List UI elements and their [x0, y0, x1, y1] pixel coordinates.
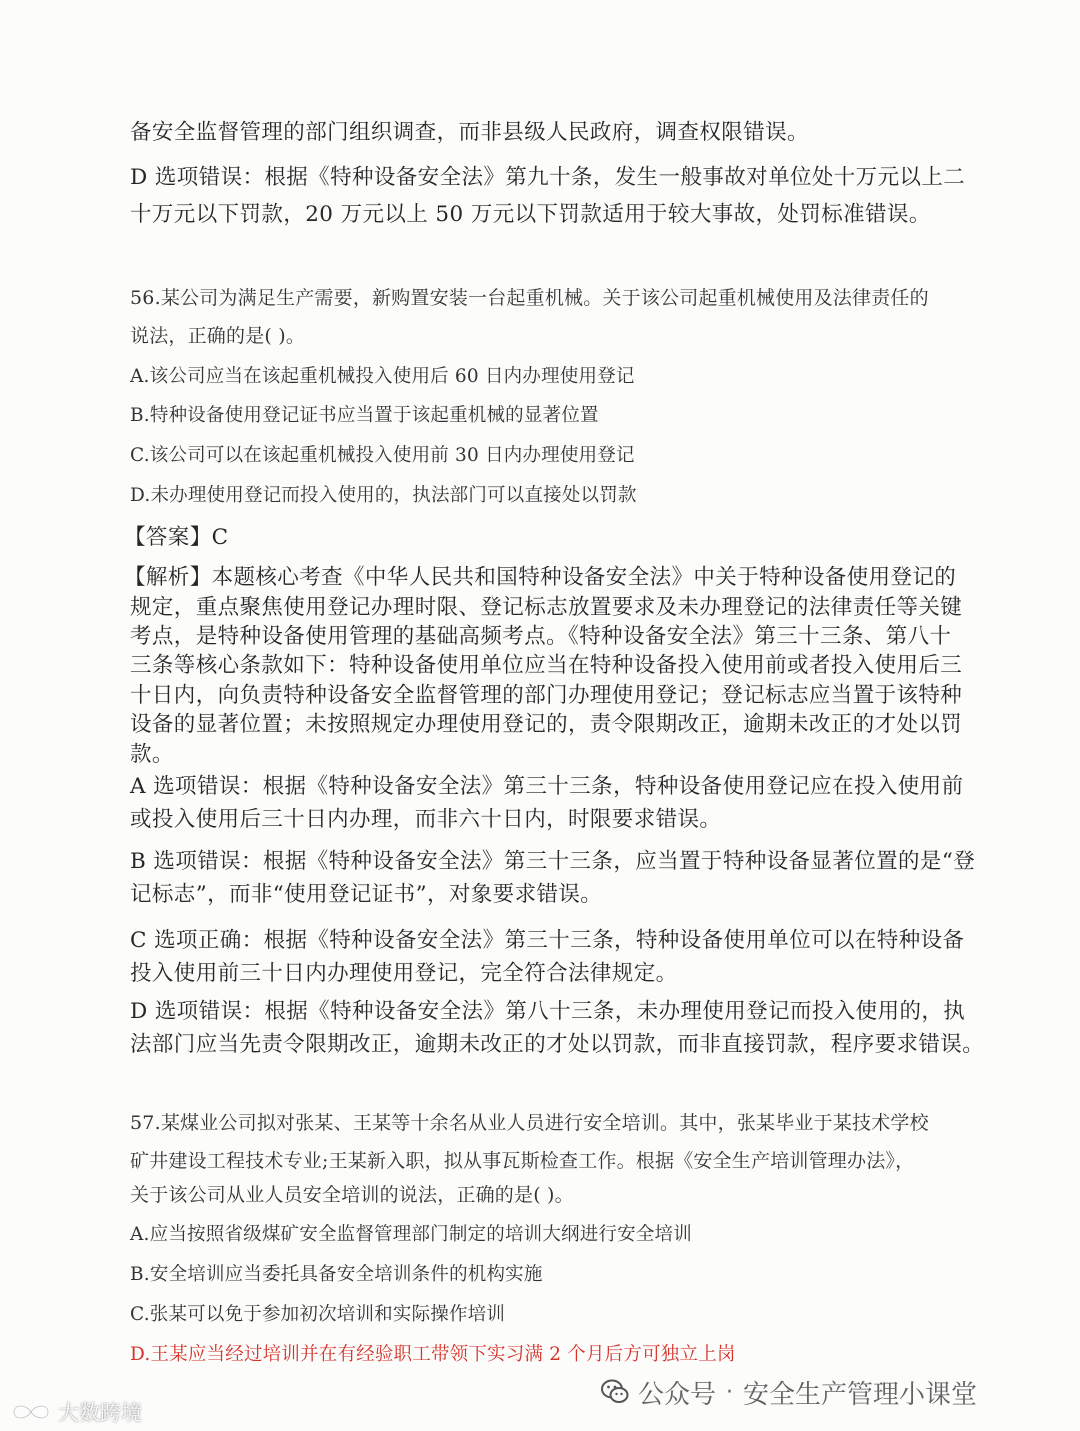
- question-57-stem: 57.某煤业公司拟对张某、王某等十余名从业人员进行安全培训。其中，张某毕业于某技术学校: [130, 1112, 929, 1134]
- question-57-option-a: A.应当按照省级煤矿安全监督管理部门制定的培训大纲进行安全培训: [130, 1224, 692, 1245]
- question-56-option-c: C.该公司可以在该起重机械投入使用前 30 日内办理使用登记: [130, 445, 635, 466]
- analysis-text: 考点，是特种设备使用管理的基础高频考点。《特种设备安全法》第三十三条、第八十: [130, 624, 952, 649]
- text-line: D 选项错误：根据《特种设备安全法》第九十条，发生一般事故对单位处十万元以上二: [130, 165, 966, 190]
- analysis-text: 【解析】本题核心考查《中华人民共和国特种设备安全法》中关于特种设备使用登记的: [124, 565, 957, 590]
- analysis-text: 设备的显著位置；未按照规定办理使用登记的，责令限期改正，逾期未改正的才处以罚: [130, 712, 963, 737]
- question-56-option-d: D.未办理使用登记而投入使用的，执法部门可以直接处以罚款: [130, 485, 637, 506]
- option-a-explanation: A 选项错误：根据《特种设备安全法》第三十三条，特种设备使用登记应在投入使用前: [130, 774, 964, 799]
- option-d-explanation: D 选项错误：根据《特种设备安全法》第八十三条，未办理使用登记而投入使用的，执: [130, 999, 966, 1024]
- question-57-stem: 关于该公司从业人员安全培训的说法，正确的是( )。: [130, 1184, 574, 1206]
- watermark-separator: ·: [726, 1379, 734, 1405]
- brand-watermark-text: 大数跨境: [58, 1401, 142, 1425]
- question-57-stem: 矿井建设工程技术专业;王某新入职，拟从事瓦斯检查工作。根据《安全生产培训管理办法》，: [130, 1150, 915, 1172]
- question-57-option-c: C.张某可以免于参加初次培训和实际操作培训: [130, 1304, 506, 1325]
- wechat-watermark: [600, 1372, 977, 1412]
- option-c-explanation: 投入使用前三十日内办理使用登记，完全符合法律规定。: [130, 961, 678, 986]
- text-line: 备安全监督管理的部门组织调查，而非县级人民政府，调查权限错误。: [130, 120, 809, 145]
- infinity-logo-icon: [8, 1399, 54, 1425]
- option-c-explanation: C 选项正确：根据《特种设备安全法》第三十三条，特种设备使用单位可以在特种设备: [130, 928, 965, 953]
- option-b-explanation: B 选项错误：根据《特种设备安全法》第三十三条，应当置于特种设备显著位置的是“登: [130, 849, 976, 874]
- question-57-option-d-highlighted: D.王某应当经过培训并在有经验职工带领下实习满 2 个月后方可独立上岗: [130, 1344, 736, 1365]
- option-b-explanation: 记标志”，而非“使用登记证书”，对象要求错误。: [130, 882, 603, 907]
- option-a-explanation: 或投入使用后三十日内办理，而非六十日内，时限要求错误。: [130, 807, 722, 832]
- question-56-option-a: A.该公司应当在该起重机械投入使用后 60 日内办理使用登记: [130, 366, 635, 387]
- wechat-icon: [600, 1377, 630, 1407]
- analysis-text: 十日内，向负责特种设备安全监督管理的部门办理使用登记；登记标志应当置于该特种: [130, 683, 963, 708]
- question-56-stem: 说法，正确的是( )。: [130, 325, 306, 347]
- brand-watermark: [8, 1395, 142, 1429]
- question-56-option-b: B.特种设备使用登记证书应当置于该起重机械的显著位置: [130, 405, 599, 426]
- answer-label: 【答案】C: [124, 525, 229, 550]
- option-d-explanation: 法部门应当先责令限期改正，逾期未改正的才处以罚款，而非直接罚款，程序要求错误。: [130, 1032, 985, 1057]
- analysis-text: 款。: [130, 742, 174, 767]
- analysis-text: 规定，重点聚焦使用登记办理时限、登记标志放置要求及未办理登记的法律责任等关键: [130, 595, 963, 620]
- text-line: 十万元以下罚款，20 万元以上 50 万元以下罚款适用于较大事故，处罚标准错误。: [130, 202, 931, 227]
- analysis-text: 三条等核心条款如下：特种设备使用单位应当在特种设备投入使用前或者投入使用后三: [130, 653, 963, 678]
- watermark-account-name: 安全生产管理小课堂: [743, 1379, 978, 1410]
- question-56-stem: 56.某公司为满足生产需要，新购置安装一台起重机械。关于该公司起重机械使用及法律责任的: [130, 287, 929, 309]
- watermark-account-label: 公众号: [638, 1379, 717, 1410]
- question-57-option-b: B.安全培训应当委托具备安全培训条件的机构实施: [130, 1264, 543, 1285]
